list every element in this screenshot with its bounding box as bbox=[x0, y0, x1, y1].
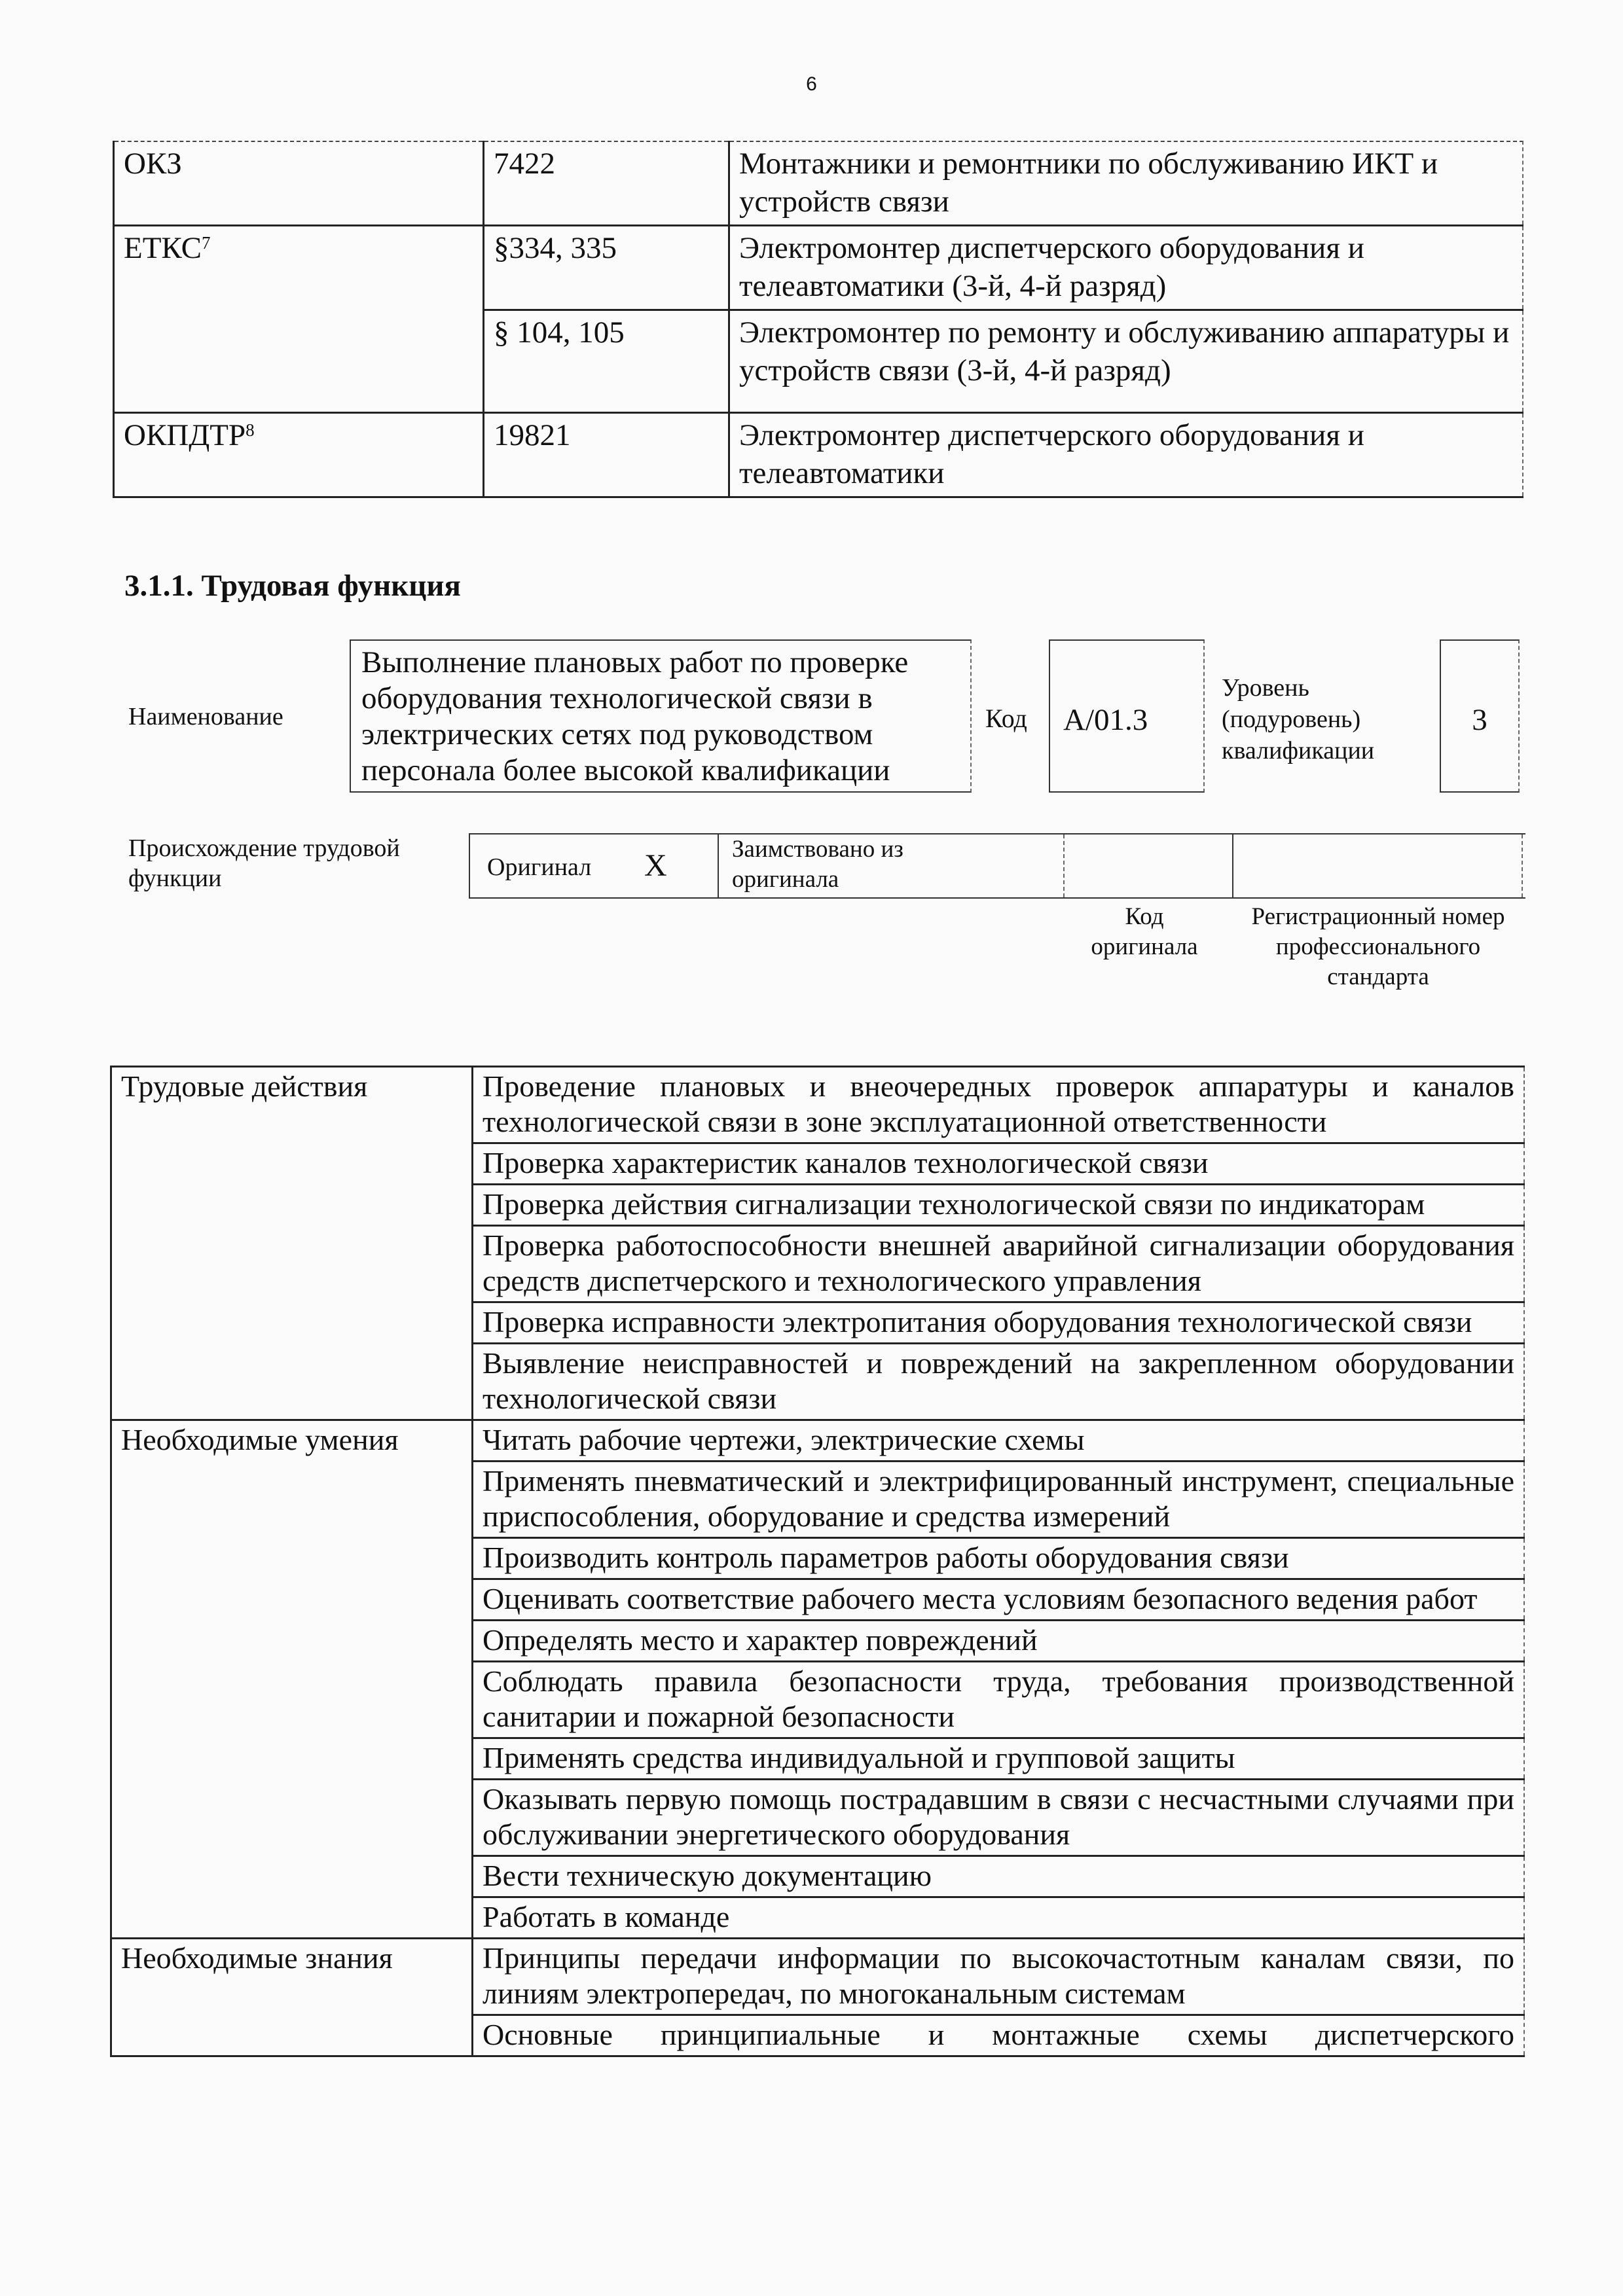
level-label: Уровень (подуровень) квалификации bbox=[1222, 674, 1375, 764]
origin-label: Происхождение трудовой функции bbox=[128, 834, 400, 892]
labour-function-table bbox=[110, 1066, 1525, 2057]
footnote-ref: 7 bbox=[201, 233, 211, 253]
classifier-code: 19821 bbox=[484, 413, 729, 497]
classifier-system: ОКЗ bbox=[114, 141, 484, 226]
required-skills-label: Необходимые умения bbox=[111, 1420, 473, 1939]
labour-action: Проверка исправности электропитания оборудования технологической связи bbox=[473, 1302, 1525, 1344]
divider bbox=[1232, 834, 1233, 897]
divider bbox=[1522, 834, 1523, 897]
required-skill: Оценивать соответствие рабочего места условиям безопасного ведения работ bbox=[473, 1579, 1525, 1621]
table-row bbox=[111, 1939, 1525, 2015]
code-original-caption: Код оригинала bbox=[1091, 903, 1198, 960]
table-row bbox=[114, 226, 1523, 310]
labour-action: Проверка действия сигнализации технологической связи по индикаторам bbox=[473, 1185, 1525, 1226]
reg-number-caption: Регистрационный номер профессионального стандарта bbox=[1251, 903, 1505, 990]
required-skill: Вести техническую документацию bbox=[473, 1856, 1525, 1897]
classifier-name: Электромонтер по ремонту и обслуживанию аппаратуры и устройств связи (3-й, 4-й разряд) bbox=[729, 310, 1523, 413]
qualification-level: 3 bbox=[1440, 639, 1520, 793]
function-name: Выполнение плановых работ по проверке оборудования технологической связи в электрических сетях под руководством персонала более высокой квалификации bbox=[350, 639, 972, 793]
table-row bbox=[114, 413, 1523, 497]
classifier-system: ОКПДТР$^8$ bbox=[114, 413, 484, 497]
divider bbox=[1063, 834, 1065, 897]
required-skill: Определять место и характер повреждений bbox=[473, 1621, 1525, 1662]
classifier-code: 7422 bbox=[484, 141, 729, 226]
required-skill: Читать рабочие чертежи, электрические схемы bbox=[473, 1420, 1525, 1462]
section-title: 3.1.1. Трудовая функция bbox=[124, 569, 461, 603]
function-code: A/01.3 bbox=[1049, 639, 1205, 793]
required-skill: Работать в команде bbox=[473, 1897, 1525, 1939]
page-number: 6 bbox=[806, 73, 817, 95]
classifier-name: Электромонтер диспетчерского оборудования и телеавтоматики (3-й, 4-й разряд) bbox=[729, 226, 1523, 310]
code-label: Код bbox=[985, 704, 1027, 733]
required-skill: Применять средства индивидуальной и групповой защиты bbox=[473, 1738, 1525, 1780]
classifier-name: Электромонтер диспетчерского оборудования и телеавтоматики bbox=[729, 413, 1523, 497]
footnote-ref: 8 bbox=[246, 420, 255, 440]
required-skill: Производить контроль параметров работы оборудования связи bbox=[473, 1538, 1525, 1579]
required-skill: Оказывать первую помощь пострадавшим в связи с несчастными случаями при обслуживании энергетического оборудования bbox=[473, 1780, 1525, 1856]
table-row bbox=[114, 141, 1523, 226]
required-knowledge: Принципы передачи информации по высокочастотным каналам связи, по линиям электропередач, по многоканальным системам bbox=[473, 1939, 1525, 2015]
labour-action: Проведение плановых и внеочередных проверок аппаратуры и каналов технологической связи в зоне эксплуатационной ответственности bbox=[473, 1067, 1525, 1143]
classifier-system: ЕТКС$^7$ bbox=[114, 226, 484, 413]
classifier-code: §334, 335 bbox=[484, 226, 729, 310]
labour-action: Проверка характеристик каналов технологической связи bbox=[473, 1143, 1525, 1185]
original-label: Оригинал bbox=[487, 853, 592, 881]
required-knowledge: Основные принципиальные и монтажные схемы диспетчерского bbox=[473, 2015, 1525, 2056]
name-label: Наименование bbox=[128, 703, 283, 730]
classifier-code: § 104, 105 bbox=[484, 310, 729, 413]
classifier-name: Монтажники и ремонтники по обслуживанию ИКТ и устройств связи bbox=[729, 141, 1523, 226]
labour-action: Выявление неисправностей и повреждений на закрепленном оборудовании технологической связи bbox=[473, 1344, 1525, 1420]
origin-row bbox=[469, 833, 1525, 899]
original-mark: X bbox=[644, 848, 667, 883]
required-skill: Соблюдать правила безопасности труда, требования производственной санитарии и пожарной безопасности bbox=[473, 1662, 1525, 1738]
required-skill: Применять пневматический и электрифицированный инструмент, специальные приспособления, оборудование и средства измерений bbox=[473, 1462, 1525, 1538]
labour-action: Проверка работоспособности внешней аварийной сигнализации оборудования средств диспетчерского и технологического управления bbox=[473, 1226, 1525, 1302]
table-row bbox=[111, 1067, 1525, 1143]
classification-table bbox=[113, 141, 1523, 498]
divider bbox=[718, 834, 719, 897]
borrowed-label: Заимствовано из оригинала bbox=[732, 836, 903, 893]
table-row bbox=[111, 1420, 1525, 1462]
labour-actions-label: Трудовые действия bbox=[111, 1067, 473, 1420]
required-knowledge-label: Необходимые знания bbox=[111, 1939, 473, 2056]
